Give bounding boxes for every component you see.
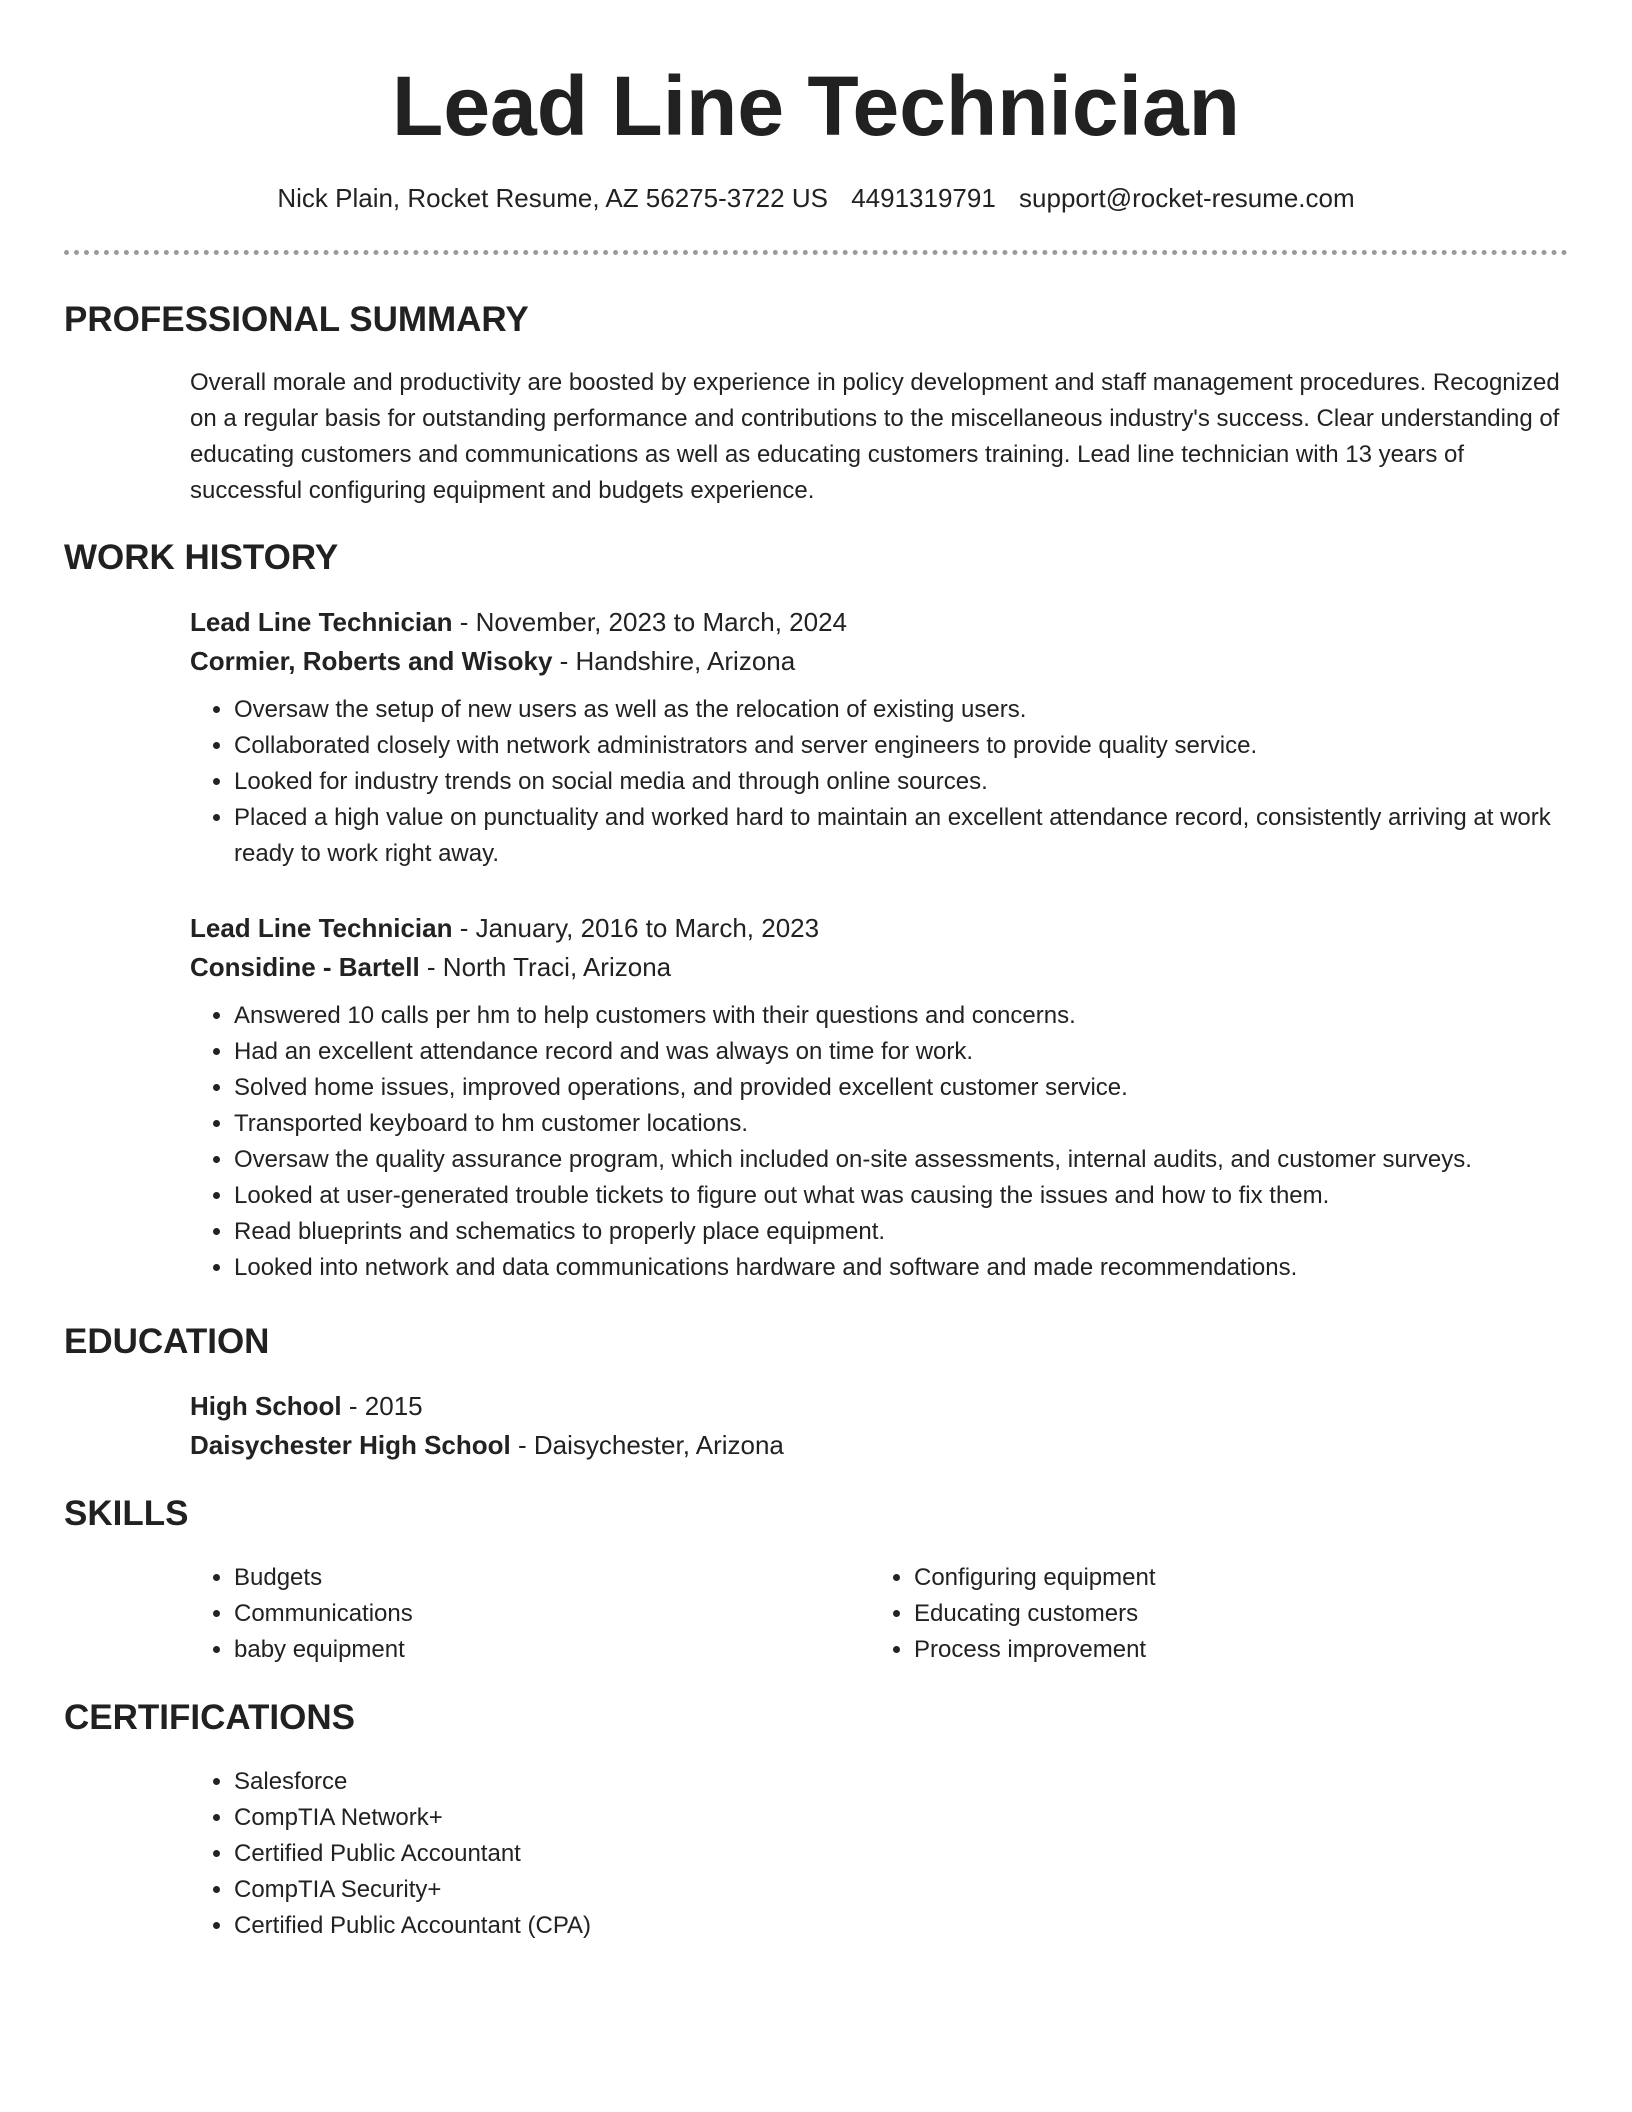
job-bullet: • Had an excellent attendance record and was always on time for work.	[234, 1034, 1568, 1070]
job-title: Lead Line Technician	[190, 913, 453, 943]
job-title-line	[190, 909, 1568, 948]
job-bullet: • Looked into network and data communications hardware and software and made recommendations.	[234, 1250, 1568, 1286]
resume-title: Lead Line Technician	[392, 59, 1240, 153]
job-bullets	[190, 692, 1568, 872]
education-entry	[190, 1387, 1568, 1465]
skills-list	[190, 1560, 1568, 1668]
skills-column-right	[870, 1560, 1550, 1668]
education-heading: EDUCATION	[64, 1322, 270, 1361]
job-bullet: • Oversaw the quality assurance program, which included on-site assessments, internal audits, and customer surveys.	[234, 1142, 1568, 1178]
contact-address: Nick Plain, Rocket Resume, AZ 56275-3722 US	[277, 183, 828, 213]
job-bullet: • Looked at user-generated trouble tickets to figure out what was causing the issues and how to fix them.	[234, 1178, 1568, 1214]
job-bullet: • Answered 10 calls per hm to help customers with their questions and concerns.	[234, 998, 1568, 1034]
skill-item: • Communications	[234, 1596, 870, 1632]
skill-item: • Educating customers	[914, 1596, 1550, 1632]
summary-heading: PROFESSIONAL SUMMARY	[64, 300, 529, 339]
job-entry	[190, 603, 1568, 872]
job-dates: - November, 2023 to March, 2024	[452, 607, 848, 637]
job-bullet: • Transported keyboard to hm customer locations.	[234, 1106, 1568, 1142]
summary-text: Overall morale and productivity are boosted by experience in policy development and staff management procedures. Recognized on a regular basis for outstanding performance and contributions to the miscellaneous industry's success. Clear understanding of educating customers and communications as well as educating customers training. Lead line technician with 13 years of successful configuring equipment and budgets experience.	[190, 369, 1560, 504]
job-company: Considine - Bartell	[190, 952, 420, 982]
job-company-line	[190, 642, 1568, 681]
certification-item: • Salesforce	[234, 1764, 1568, 1800]
resume-page	[64, 0, 1568, 2112]
education-degree: High School	[190, 1391, 342, 1421]
contact-phone: 4491319791	[851, 183, 996, 213]
job-company-line	[190, 948, 1568, 987]
work-history-heading: WORK HISTORY	[64, 538, 339, 577]
certifications-list	[190, 1764, 1568, 1944]
education-school: Daisychester High School	[190, 1430, 511, 1460]
job-bullet: • Oversaw the setup of new users as well as the relocation of existing users.	[234, 692, 1568, 728]
skill-item: • Budgets	[234, 1560, 870, 1596]
education-school-line	[190, 1426, 1568, 1465]
certifications-heading: CERTIFICATIONS	[64, 1698, 356, 1737]
job-location: - Handshire, Arizona	[552, 646, 796, 676]
certifications-block	[190, 1764, 1568, 1944]
job-bullet: • Read blueprints and schematics to properly place equipment.	[234, 1214, 1568, 1250]
contact-line	[64, 180, 1568, 216]
certification-item: • Certified Public Accountant	[234, 1836, 1568, 1872]
job-bullet: • Looked for industry trends on social media and through online sources.	[234, 764, 1568, 800]
job-location: - North Traci, Arizona	[419, 952, 672, 982]
job-bullet: • Solved home issues, improved operations, and provided excellent customer service.	[234, 1070, 1568, 1106]
skill-item: • Process improvement	[914, 1632, 1550, 1668]
education-year: - 2015	[341, 1391, 423, 1421]
job-company: Cormier, Roberts and Wisoky	[190, 646, 553, 676]
skill-item: • baby equipment	[234, 1632, 870, 1668]
education-location: - Daisychester, Arizona	[510, 1430, 784, 1460]
skills-heading: SKILLS	[64, 1494, 189, 1533]
job-entry	[190, 909, 1568, 1286]
skill-item: • Configuring equipment	[914, 1560, 1550, 1596]
job-title-line	[190, 603, 1568, 642]
certification-item: • CompTIA Network+	[234, 1800, 1568, 1836]
header-divider	[64, 250, 1568, 255]
certification-item: • Certified Public Accountant (CPA)	[234, 1908, 1568, 1944]
education-degree-line	[190, 1387, 1568, 1426]
job-dates: - January, 2016 to March, 2023	[452, 913, 820, 943]
certification-item: • CompTIA Security+	[234, 1872, 1568, 1908]
skills-column-left	[190, 1560, 870, 1668]
job-bullet: • Collaborated closely with network administrators and server engineers to provide quality service.	[234, 728, 1568, 764]
job-title: Lead Line Technician	[190, 607, 453, 637]
contact-email: support@rocket-resume.com	[1019, 183, 1355, 213]
job-bullet: • Placed a high value on punctuality and worked hard to maintain an excellent attendance record, consistently arriving at work ready to work right away.	[234, 800, 1568, 872]
job-bullets	[190, 998, 1568, 1286]
